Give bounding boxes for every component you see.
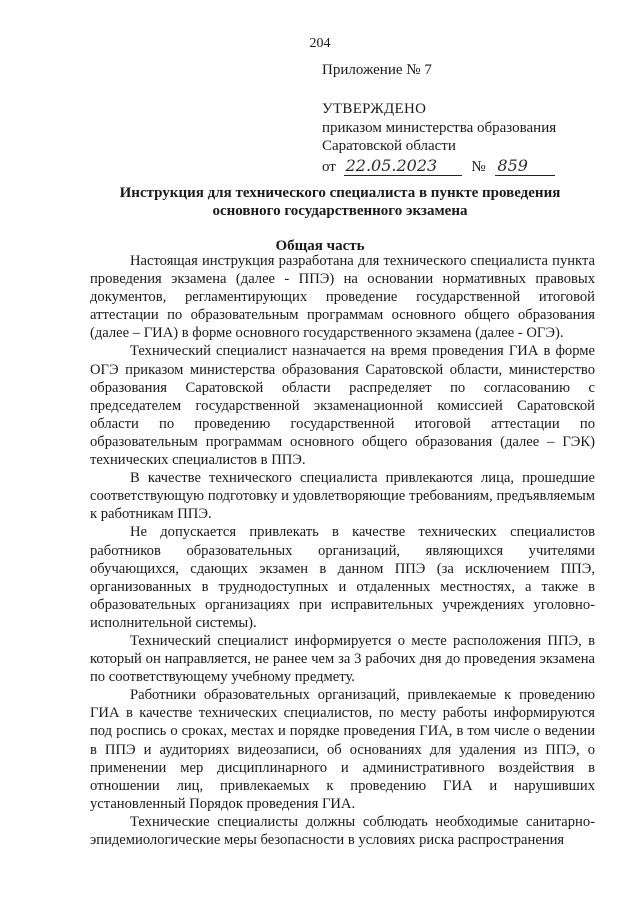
approved-stamp-label: УТВЕРЖДЕНО bbox=[322, 101, 427, 117]
order-issuer-line-2: Саратовской области bbox=[322, 138, 456, 154]
appendix-label: Приложение № 7 bbox=[322, 62, 432, 78]
date-prefix: от bbox=[322, 159, 336, 175]
order-issuer-line-1: приказом министерства образования bbox=[322, 120, 557, 136]
paragraph: Технический специалист информируется о месте расположения ППЭ, в который он направляется, не ранее чем за 3 рабочих дня до проведения экзамена по соответствующему учебному предмету. bbox=[90, 632, 595, 686]
paragraph: В качестве технического специалиста привлекаются лица, прошедшие соответствующую подготовку и удовлетворяющие требованиям, предъявляемым к работникам ППЭ. bbox=[90, 470, 595, 523]
paragraph: Не допускается привлекать в качестве технических специалистов работников образовательных организаций, являющихся учителями обучающихся, сдающих экзамен в данном ППЭ (за исключением ППЭ, организованных в труднодоступных и отдаленных местностях, а также в образовательных организациях при исправительных учреждениях уголовно-исполнительной системы). bbox=[90, 524, 595, 631]
handwritten-date: 22.05.2023 bbox=[344, 156, 462, 176]
paragraph: Работники образовательных организаций, привлекаемые к проведению ГИА в качестве технических специалистов, по месту работы информируются под роспись о сроках, местах и порядке проведения ГИА, в том числе о ведении в ППЭ и аудиториях видеозаписи, об основаниях для удаления из ППЭ, о применении мер дисциплинарного и административного воздействия в отношении лиц, привлекаемых к проведению ГИА и нарушивших установленный Порядок проведения ГИА. bbox=[90, 687, 595, 812]
paragraph: Технический специалист назначается на время проведения ГИА в форме ОГЭ приказом министерства образования Саратовской области, министерство образования Саратовской области распределяет по согласованию с председателем государственной экзаменационной комиссией Саратовской области по проведению государственной итоговой аттестации по образовательным программам основного общего образования (далее – ГЭК) технических специалистов в ППЭ. bbox=[90, 343, 595, 469]
page-number: 204 bbox=[309, 36, 331, 51]
document-title-line-1: Инструкция для технического специалиста в пункте проведения bbox=[119, 185, 561, 201]
paragraph: Настоящая инструкция разработана для технического специалиста пункта проведения экзамена (далее - ППЭ) на основании нормативных правовых документов, регламентирующих проведение государственной итоговой аттестации по образовательным программам основного общего образования (далее – ГИА) в форме основного государственного экзамена (далее - ОГЭ). bbox=[90, 253, 595, 342]
section-title: Общая часть bbox=[275, 238, 365, 254]
document-body bbox=[90, 252, 595, 849]
document-title bbox=[80, 184, 600, 220]
handwritten-order-number: 859 bbox=[495, 156, 555, 176]
number-sign: № bbox=[471, 159, 486, 175]
order-date-row bbox=[322, 156, 555, 176]
paragraph: Технические специалисты должны соблюдать необходимые санитарно-эпидемиологические меры безопасности в условиях риска распространения bbox=[90, 813, 595, 848]
document-title-line-2: основного государственного экзамена bbox=[212, 203, 468, 219]
